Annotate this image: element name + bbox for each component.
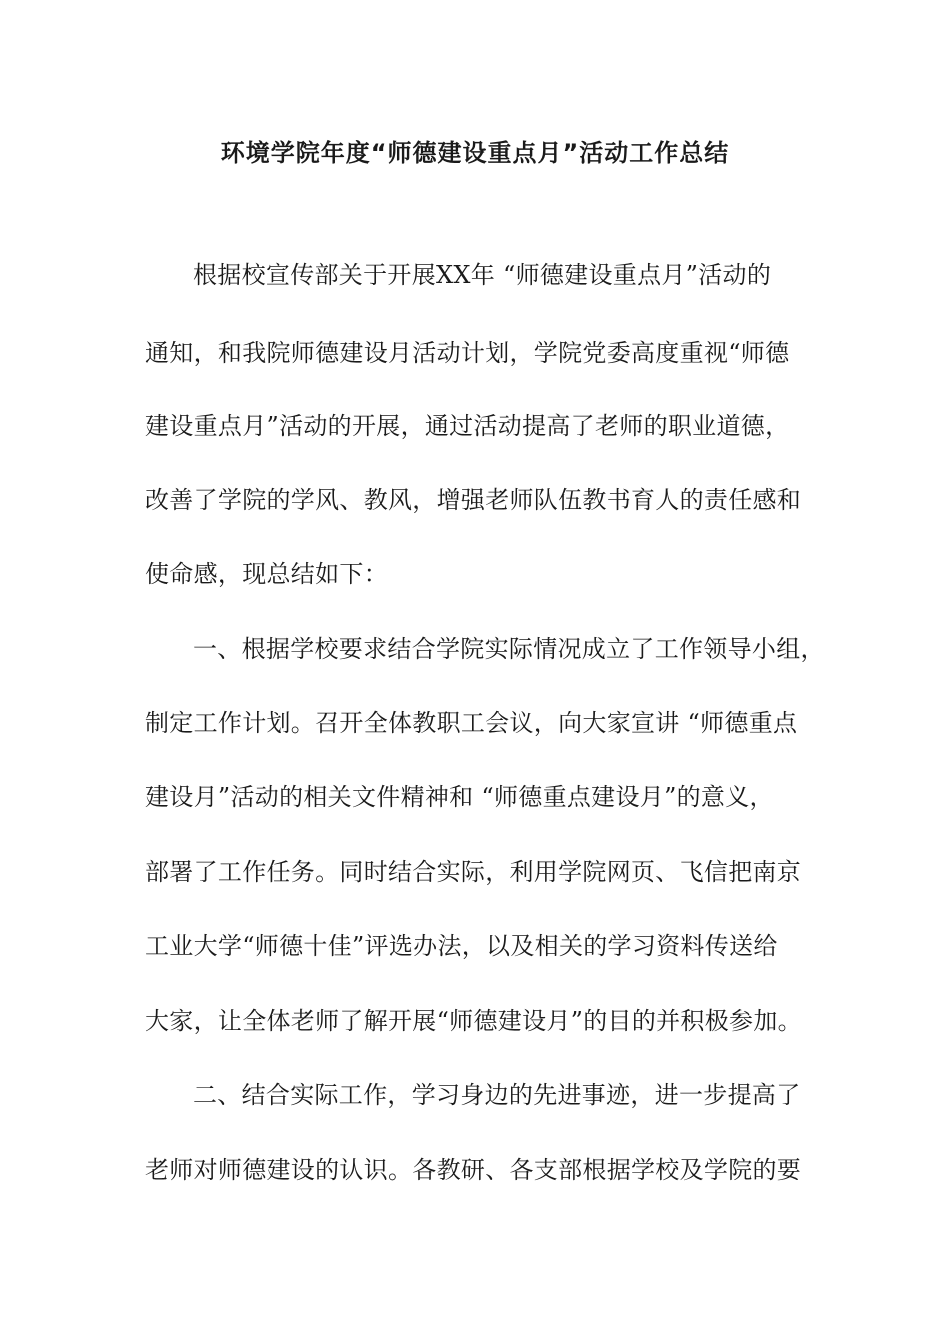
- paragraph-3-line-2: 老师对师德建设的认识。各教研、各支部根据学校及学院的要: [145, 1156, 802, 1184]
- paragraph-1-line-1: 根据校宣传部关于开展XX年 “师德建设重点月”活动的: [193, 261, 772, 289]
- document-title: 环境学院年度“师德建设重点月”活动工作总结: [220, 139, 730, 167]
- paragraph-1-line-4: 改善了学院的学风、教风，增强老师队伍教书育人的责任感和: [145, 486, 802, 514]
- paragraph-2-line-2: 制定工作计划。召开全体教职工会议，向大家宣讲 “师德重点: [145, 709, 798, 737]
- paragraph-2-line-6: 大家，让全体老师了解开展“师德建设月”的目的并积极参加。: [145, 1007, 802, 1035]
- paragraph-1-line-3: 建设重点月”活动的开展，通过活动提高了老师的职业道德，: [145, 412, 790, 440]
- paragraph-1-line-5: 使命感，现总结如下：: [145, 560, 388, 588]
- paragraph-2-line-4: 部署了工作任务。同时结合实际，利用学院网页、飞信把南京: [145, 858, 802, 886]
- paragraph-1-line-2: 通知，和我院师德建设月活动计划，学院党委高度重视“师德: [145, 339, 790, 367]
- paragraph-2-line-5: 工业大学“师德十佳”评选办法，以及相关的学习资料传送给: [145, 932, 778, 960]
- paragraph-2-line-1: 一、根据学校要求结合学院实际情况成立了工作领导小组，: [193, 635, 825, 663]
- paragraph-3-line-1: 二、结合实际工作，学习身边的先进事迹，进一步提高了: [193, 1081, 801, 1109]
- paragraph-2-line-3: 建设月”活动的相关文件精神和 “师德重点建设月”的意义，: [145, 783, 774, 811]
